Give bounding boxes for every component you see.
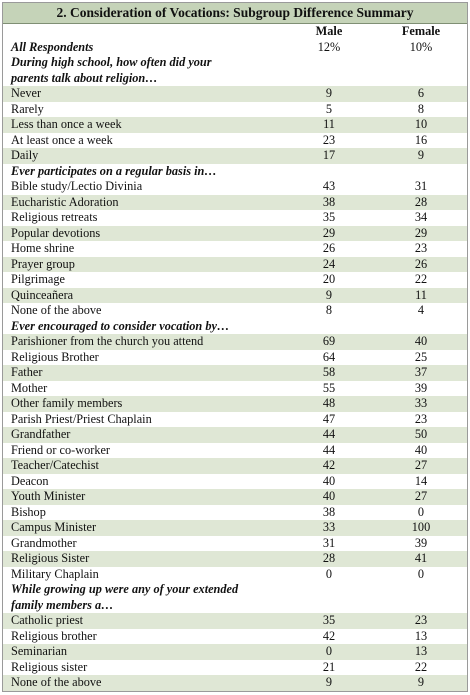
row-label: Religious Sister <box>3 551 283 567</box>
female-value: 13 <box>375 644 467 660</box>
section-heading-blank <box>375 582 467 613</box>
row-label: Religious Brother <box>11 349 99 364</box>
table-row <box>3 195 467 211</box>
section-heading-blank <box>283 319 375 335</box>
table-row <box>3 675 467 691</box>
section-heading-blank <box>283 582 375 613</box>
header-male: Male <box>315 24 343 38</box>
table-row <box>3 179 467 195</box>
row-label: Grandfather <box>3 427 283 443</box>
row-label: Grandmother <box>11 535 77 550</box>
male-value: 44 <box>322 442 336 457</box>
female-value: 13 <box>414 628 428 643</box>
row-label: Youth Minister <box>3 489 283 505</box>
female-value: 23 <box>414 241 428 255</box>
male-value: 23 <box>322 132 336 147</box>
table-row <box>3 350 467 366</box>
row-label: Prayer group <box>3 257 283 273</box>
male-value: 20 <box>322 272 336 286</box>
female-value: 100 <box>375 520 467 536</box>
female-value: 50 <box>375 427 467 443</box>
row-label: Campus Minister <box>3 520 283 536</box>
table-row <box>3 102 467 118</box>
row-label: Pilgrimage <box>11 272 65 286</box>
male-value: 55 <box>322 380 336 395</box>
row-label: Less than once a week <box>3 117 283 133</box>
row-label: Friend or co-worker <box>11 442 111 457</box>
female-value: 39 <box>414 535 428 550</box>
male-value: 33 <box>283 520 375 536</box>
table-row <box>3 86 467 102</box>
section-heading-blank <box>375 55 467 86</box>
male-value: 26 <box>322 241 336 255</box>
section-heading-blank <box>283 164 375 180</box>
female-value: 40 <box>375 334 467 350</box>
row-label: None of the above <box>11 303 102 317</box>
female-value: 9 <box>375 675 467 691</box>
row-label: Teacher/Catechist <box>3 458 283 474</box>
row-label: Eucharistic Adoration <box>3 195 283 211</box>
table-row <box>3 117 467 133</box>
male-value: 58 <box>283 365 375 381</box>
female-value: 26 <box>375 257 467 273</box>
row-label: Military Chaplain <box>11 566 99 581</box>
female-value: 28 <box>375 195 467 211</box>
table-title: 2. Consideration of Vocations: Subgroup Difference Summary <box>3 3 467 24</box>
section-heading: During high school, how often did your parents talk about religion… <box>11 55 212 85</box>
female-value: 23 <box>414 411 428 426</box>
male-value: 28 <box>283 551 375 567</box>
male-value: 38 <box>322 504 336 519</box>
table-row <box>3 644 467 660</box>
summary-table-frame <box>2 2 468 692</box>
female-value: 33 <box>375 396 467 412</box>
male-value: 17 <box>283 148 375 164</box>
row-label: Bible study/Lectio Divinia <box>11 179 143 193</box>
row-label: At least once a week <box>11 132 113 147</box>
table-row <box>3 257 467 273</box>
female-value: 6 <box>375 86 467 102</box>
female-value: 23 <box>375 613 467 629</box>
table-row <box>3 412 467 428</box>
female-value: 10 <box>375 117 467 133</box>
table-row <box>3 226 467 242</box>
row-label: Deacon <box>11 473 49 488</box>
all-respondents-male: 12% <box>317 39 341 54</box>
male-value: 40 <box>322 473 336 488</box>
male-value: 29 <box>283 226 375 242</box>
female-value: 39 <box>414 380 428 395</box>
female-value: 37 <box>375 365 467 381</box>
male-value: 43 <box>322 179 336 193</box>
section-heading-row <box>3 164 467 180</box>
table-row <box>3 458 467 474</box>
row-label: Religious retreats <box>11 210 98 224</box>
header-row <box>3 24 467 40</box>
row-label: Rarely <box>11 101 44 116</box>
table-row <box>3 210 467 226</box>
female-value: 14 <box>414 473 428 488</box>
row-label: Parish Priest/Priest Chaplain <box>11 411 152 426</box>
female-value: 31 <box>414 179 428 193</box>
row-label: Daily <box>3 148 283 164</box>
female-value: 27 <box>375 489 467 505</box>
table-row <box>3 241 467 257</box>
female-value: 0 <box>417 504 425 519</box>
section-heading-row <box>3 319 467 335</box>
table-row <box>3 303 467 319</box>
male-value: 8 <box>325 303 333 317</box>
table-row <box>3 505 467 521</box>
table-row <box>3 551 467 567</box>
table-row <box>3 660 467 676</box>
male-value: 42 <box>322 628 336 643</box>
row-label: Other family members <box>3 396 283 412</box>
section-heading-row <box>3 582 467 613</box>
all-respondents-label: All Respondents <box>11 39 94 54</box>
row-label: Never <box>3 86 283 102</box>
row-label: Religious brother <box>11 628 97 643</box>
header-label-cell <box>3 24 283 40</box>
table-row <box>3 613 467 629</box>
table-row <box>3 272 467 288</box>
table-row <box>3 536 467 552</box>
table-row <box>3 381 467 397</box>
row-label: Seminarian <box>3 644 283 660</box>
female-value: 22 <box>414 272 428 286</box>
female-value: 8 <box>417 101 425 116</box>
male-value: 69 <box>283 334 375 350</box>
female-value: 4 <box>417 303 425 317</box>
row-label: Home shrine <box>11 241 75 255</box>
row-label: Parishioner from the church you attend <box>3 334 283 350</box>
male-value: 9 <box>283 675 375 691</box>
table-row <box>3 334 467 350</box>
female-value: 25 <box>414 349 428 364</box>
table-row <box>3 133 467 149</box>
row-label: Father <box>3 365 283 381</box>
female-value: 9 <box>375 148 467 164</box>
male-value: 64 <box>322 349 336 364</box>
section-heading-blank <box>375 164 467 180</box>
female-value: 11 <box>375 288 467 304</box>
table-row <box>3 443 467 459</box>
female-value: 16 <box>414 132 428 147</box>
female-value: 27 <box>375 458 467 474</box>
male-value: 0 <box>325 566 333 581</box>
table-row <box>3 148 467 164</box>
male-value: 11 <box>283 117 375 133</box>
all-respondents-row <box>3 40 467 56</box>
male-value: 48 <box>283 396 375 412</box>
row-label: Religious sister <box>11 659 88 674</box>
table-row <box>3 520 467 536</box>
male-value: 0 <box>283 644 375 660</box>
table-row <box>3 365 467 381</box>
all-respondents-female: 10% <box>409 39 433 54</box>
row-label: Catholic priest <box>3 613 283 629</box>
table-row <box>3 427 467 443</box>
male-value: 38 <box>283 195 375 211</box>
section-heading-blank <box>375 319 467 335</box>
section-heading: Ever participates on a regular basis in… <box>11 163 217 178</box>
table-row <box>3 288 467 304</box>
table-row <box>3 629 467 645</box>
row-label: Mother <box>11 380 48 395</box>
female-value: 0 <box>417 566 425 581</box>
table-row <box>3 567 467 583</box>
header-female: Female <box>401 24 441 38</box>
row-label: None of the above <box>3 675 283 691</box>
section-heading-blank <box>283 55 375 86</box>
female-value: 34 <box>414 210 428 224</box>
male-value: 9 <box>283 86 375 102</box>
male-value: 31 <box>322 535 336 550</box>
female-value: 40 <box>414 442 428 457</box>
male-value: 9 <box>283 288 375 304</box>
male-value: 35 <box>322 210 336 224</box>
section-heading-row <box>3 55 467 86</box>
male-value: 24 <box>283 257 375 273</box>
female-value: 41 <box>375 551 467 567</box>
row-label: Popular devotions <box>3 226 283 242</box>
table-row <box>3 474 467 490</box>
female-value: 22 <box>414 659 428 674</box>
summary-table <box>3 24 467 691</box>
male-value: 5 <box>325 101 333 116</box>
female-value: 29 <box>375 226 467 242</box>
table-row <box>3 396 467 412</box>
table-row <box>3 489 467 505</box>
male-value: 42 <box>283 458 375 474</box>
male-value: 40 <box>283 489 375 505</box>
male-value: 21 <box>322 659 336 674</box>
row-label: Quinceañera <box>3 288 283 304</box>
male-value: 35 <box>283 613 375 629</box>
male-value: 47 <box>322 411 336 426</box>
male-value: 44 <box>283 427 375 443</box>
row-label: Bishop <box>11 504 46 519</box>
section-heading: While growing up were any of your extended family members a… <box>11 582 239 612</box>
section-heading: Ever encouraged to consider vocation by… <box>11 318 230 333</box>
